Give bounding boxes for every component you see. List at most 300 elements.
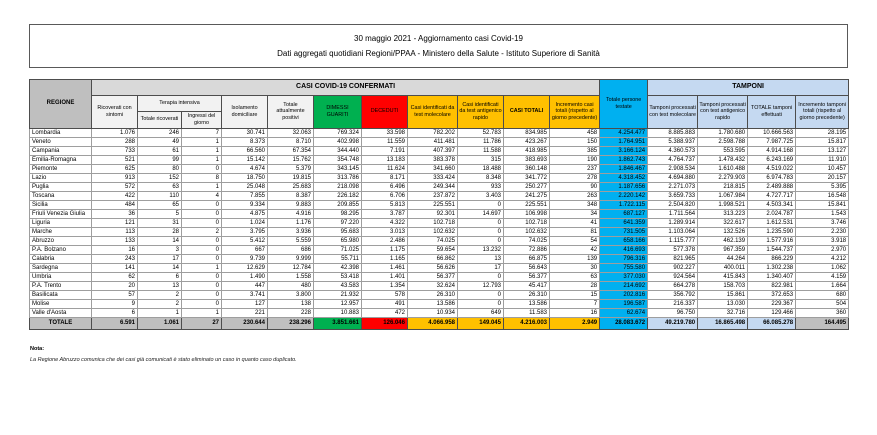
value-cell: 44.264: [698, 254, 748, 263]
value-cell: 415.843: [698, 272, 748, 281]
value-cell: 383.378: [408, 155, 458, 164]
value-cell: 96.750: [648, 308, 698, 317]
value-cell: 4.254.477: [600, 128, 648, 137]
value-cell: 66.085.278: [748, 317, 796, 329]
value-cell: 755.580: [600, 263, 648, 272]
value-cell: 13.586: [408, 299, 458, 308]
value-cell: 25.683: [268, 182, 314, 191]
value-cell: 462.139: [698, 236, 748, 245]
value-cell: 0: [182, 236, 222, 245]
value-cell: 12.793: [458, 281, 504, 290]
value-cell: 1.461: [362, 263, 408, 272]
value-cell: 56.643: [504, 263, 550, 272]
value-cell: 4.322: [362, 218, 408, 227]
value-cell: 733: [92, 146, 138, 155]
value-cell: 11.583: [504, 308, 550, 317]
value-cell: 90: [550, 182, 600, 191]
region-name: Veneto: [30, 137, 92, 146]
header-positivi: Totale attualmente positivi: [268, 96, 314, 129]
value-cell: 411.481: [408, 137, 458, 146]
value-cell: 16.865.498: [698, 317, 748, 329]
value-cell: 2.908.534: [648, 164, 698, 173]
value-cell: 98.295: [314, 209, 362, 218]
value-cell: 1.478.432: [698, 155, 748, 164]
value-cell: 42.398: [314, 263, 362, 272]
value-cell: 3.166.124: [600, 146, 648, 155]
value-cell: 0: [182, 299, 222, 308]
value-cell: 1.187.656: [600, 182, 648, 191]
value-cell: 11.786: [458, 137, 504, 146]
value-cell: 138: [268, 299, 314, 308]
header-casi-totali: CASI TOTALI: [504, 96, 550, 129]
value-cell: 20: [92, 281, 138, 290]
value-cell: 56.377: [408, 272, 458, 281]
value-cell: 1.577.916: [748, 236, 796, 245]
value-cell: 10.934: [408, 308, 458, 317]
value-cell: 407.397: [408, 146, 458, 155]
value-cell: 9.739: [222, 254, 268, 263]
value-cell: 102.632: [408, 227, 458, 236]
value-cell: 8.710: [268, 137, 314, 146]
value-cell: 2.271.073: [648, 182, 698, 191]
value-cell: 141: [92, 263, 138, 272]
value-cell: 214.692: [600, 281, 648, 290]
header-isolamento: Isolamento domiciliare: [222, 96, 268, 129]
header-incremento-tamponi: Incremento tamponi totali (rispetto al giorno precedente): [796, 96, 849, 129]
table-row: [30, 263, 849, 272]
value-cell: 4.914.168: [748, 146, 796, 155]
value-cell: 196.587: [600, 299, 648, 308]
value-cell: 572: [92, 182, 138, 191]
value-cell: 967.359: [698, 245, 748, 254]
value-cell: 344.440: [314, 146, 362, 155]
band-casi-confermati: CASI COVID-19 CONFERMATI: [92, 80, 600, 96]
value-cell: 9.334: [222, 200, 268, 209]
header-persone-testate: Totale persone testate: [600, 80, 648, 129]
title-box: [29, 24, 848, 68]
value-cell: 226.182: [314, 191, 362, 200]
value-cell: 423.267: [504, 137, 550, 146]
value-cell: 1.103.064: [648, 227, 698, 236]
totale-row: [30, 317, 849, 329]
value-cell: 4.727.717: [748, 191, 796, 200]
table-row: [30, 254, 849, 263]
value-cell: 4.764.737: [648, 155, 698, 164]
value-cell: 8.348: [458, 173, 504, 182]
value-cell: 649: [458, 308, 504, 317]
value-cell: 3.851.661: [314, 317, 362, 329]
region-name: Basilicata: [30, 290, 92, 299]
value-cell: 1.846.467: [600, 164, 648, 173]
value-cell: 34: [550, 209, 600, 218]
value-cell: 25.048: [222, 182, 268, 191]
value-cell: 3.659.733: [648, 191, 698, 200]
value-cell: 6.591: [92, 317, 138, 329]
value-cell: 0: [182, 245, 222, 254]
value-cell: 796.316: [600, 254, 648, 263]
value-cell: 237.872: [408, 191, 458, 200]
value-cell: 67.354: [268, 146, 314, 155]
value-cell: 360.148: [504, 164, 550, 173]
table-body: [30, 128, 849, 329]
band-tamponi: TAMPONI: [648, 80, 849, 96]
value-cell: 480: [268, 281, 314, 290]
value-cell: 14.697: [458, 209, 504, 218]
value-cell: 1.235.590: [748, 227, 796, 236]
value-cell: 6: [138, 272, 182, 281]
value-cell: 45.417: [504, 281, 550, 290]
value-cell: 230.644: [222, 317, 268, 329]
value-cell: 32.063: [268, 128, 314, 137]
region-name: Sardegna: [30, 263, 92, 272]
value-cell: 56.626: [408, 263, 458, 272]
table-row: [30, 182, 849, 191]
value-cell: 521: [92, 155, 138, 164]
value-cell: 216.337: [648, 299, 698, 308]
region-name: Lazio: [30, 173, 92, 182]
value-cell: 377.030: [600, 272, 648, 281]
value-cell: 74.025: [408, 236, 458, 245]
table-row: [30, 200, 849, 209]
value-cell: 28: [138, 227, 182, 236]
value-cell: 202.816: [600, 290, 648, 299]
value-cell: 72.886: [504, 245, 550, 254]
value-cell: 4.916: [268, 209, 314, 218]
value-cell: 1.862.743: [600, 155, 648, 164]
value-cell: 158.703: [698, 281, 748, 290]
value-cell: 288: [92, 137, 138, 146]
value-cell: 5.379: [268, 164, 314, 173]
value-cell: 834.985: [504, 128, 550, 137]
value-cell: 372.653: [748, 290, 796, 299]
value-cell: 0: [182, 272, 222, 281]
header-tamponi-antigenico: Tamponi processati con test antigenico rapido: [698, 96, 748, 129]
value-cell: 2.486: [362, 236, 408, 245]
value-cell: 26.310: [408, 290, 458, 299]
value-cell: 32.624: [408, 281, 458, 290]
value-cell: 18.488: [458, 164, 504, 173]
region-name: Umbria: [30, 272, 92, 281]
value-cell: 8.171: [362, 173, 408, 182]
value-cell: 782.202: [408, 128, 458, 137]
header-deceduti: DECEDUTI: [362, 96, 408, 129]
value-cell: 4.519.022: [748, 164, 796, 173]
value-cell: 383.693: [504, 155, 550, 164]
value-cell: 0: [182, 254, 222, 263]
value-cell: 577.378: [648, 245, 698, 254]
value-cell: 15.861: [698, 290, 748, 299]
value-cell: 139: [550, 254, 600, 263]
value-cell: 578: [362, 290, 408, 299]
value-cell: 62.674: [600, 308, 648, 317]
value-cell: 31: [138, 218, 182, 227]
value-cell: 0: [458, 200, 504, 209]
value-cell: 641.359: [600, 218, 648, 227]
value-cell: 822.981: [748, 281, 796, 290]
value-cell: 15.841: [796, 200, 849, 209]
value-cell: 5.395: [796, 182, 849, 191]
value-cell: 0: [458, 236, 504, 245]
value-cell: 56.377: [504, 272, 550, 281]
table-row: [30, 128, 849, 137]
value-cell: 3: [138, 245, 182, 254]
table-row: [30, 308, 849, 317]
value-cell: 20.157: [796, 173, 849, 182]
value-cell: 1: [182, 137, 222, 146]
value-cell: 313.786: [314, 173, 362, 182]
value-cell: 447: [222, 281, 268, 290]
value-cell: 62: [92, 272, 138, 281]
table-row: [30, 272, 849, 281]
value-cell: 121: [92, 218, 138, 227]
value-cell: 687.127: [600, 209, 648, 218]
value-cell: 1.558: [268, 272, 314, 281]
value-cell: 1.490: [222, 272, 268, 281]
value-cell: 866.229: [748, 254, 796, 263]
note-label: Nota:: [30, 346, 45, 352]
value-cell: 400.011: [698, 263, 748, 272]
value-cell: 1.711.564: [648, 209, 698, 218]
value-cell: 1.165: [362, 254, 408, 263]
value-cell: 7.855: [222, 191, 268, 200]
value-cell: 11.624: [362, 164, 408, 173]
table-row: [30, 218, 849, 227]
value-cell: 1.024: [222, 218, 268, 227]
value-cell: 2: [138, 290, 182, 299]
value-cell: 341.772: [504, 173, 550, 182]
value-cell: 5.388.937: [648, 137, 698, 146]
value-cell: 149.045: [458, 317, 504, 329]
value-cell: 0: [458, 290, 504, 299]
value-cell: 8: [182, 173, 222, 182]
value-cell: 491: [362, 299, 408, 308]
value-cell: 228: [268, 308, 314, 317]
value-cell: 5: [138, 209, 182, 218]
value-cell: 356.792: [648, 290, 698, 299]
value-cell: 2: [182, 227, 222, 236]
value-cell: 53.418: [314, 272, 362, 281]
value-cell: 16: [92, 245, 138, 254]
value-cell: 3.936: [268, 227, 314, 236]
value-cell: 237: [550, 164, 600, 173]
value-cell: 12.629: [222, 263, 268, 272]
value-cell: 4.674: [222, 164, 268, 173]
value-cell: 5.559: [268, 236, 314, 245]
value-cell: 225.551: [504, 200, 550, 209]
value-cell: 13: [138, 281, 182, 290]
value-cell: 1.302.238: [748, 263, 796, 272]
value-cell: 3.746: [796, 218, 849, 227]
value-cell: 278: [550, 173, 600, 182]
report-subtitle: Dati aggregati quotidiani Regioni/PPAA - Ministero della Salute - Istituto Superiore di Sanità: [277, 48, 600, 58]
region-name: Toscana: [30, 191, 92, 200]
table-row: [30, 191, 849, 200]
region-name: Calabria: [30, 254, 92, 263]
value-cell: 225.551: [408, 200, 458, 209]
value-cell: 7.191: [362, 146, 408, 155]
value-cell: 354.748: [314, 155, 362, 164]
value-cell: 1.061: [138, 317, 182, 329]
value-cell: 74.025: [504, 236, 550, 245]
value-cell: 1: [182, 308, 222, 317]
value-cell: 102.718: [408, 218, 458, 227]
region-name: Campania: [30, 146, 92, 155]
value-cell: 250.277: [504, 182, 550, 191]
region-name: Puglia: [30, 182, 92, 191]
value-cell: 9.883: [268, 200, 314, 209]
value-cell: 19.815: [268, 173, 314, 182]
value-cell: 686: [268, 245, 314, 254]
value-cell: 95.683: [314, 227, 362, 236]
value-cell: 402.998: [314, 137, 362, 146]
value-cell: 0: [458, 299, 504, 308]
value-cell: 71.025: [314, 245, 362, 254]
value-cell: 106.998: [504, 209, 550, 218]
value-cell: 472: [362, 308, 408, 317]
covid-data-table: [29, 79, 849, 330]
value-cell: 61: [138, 146, 182, 155]
value-cell: 422: [92, 191, 138, 200]
value-cell: 238.296: [268, 317, 314, 329]
value-cell: 667: [222, 245, 268, 254]
value-cell: 28: [550, 281, 600, 290]
value-cell: 246: [138, 128, 182, 137]
value-cell: 9: [92, 299, 138, 308]
value-cell: 97.220: [314, 218, 362, 227]
value-cell: 13.127: [796, 146, 849, 155]
value-cell: 333.424: [408, 173, 458, 182]
value-cell: 1: [182, 182, 222, 191]
value-cell: 133: [92, 236, 138, 245]
value-cell: 1.610.488: [698, 164, 748, 173]
value-cell: 126.046: [362, 317, 408, 329]
value-cell: 150: [550, 137, 600, 146]
value-cell: 1.544.737: [748, 245, 796, 254]
value-cell: 1.175: [362, 245, 408, 254]
value-cell: 13: [458, 254, 504, 263]
value-cell: 1: [138, 308, 182, 317]
value-cell: 218.815: [698, 182, 748, 191]
value-cell: 66.875: [504, 254, 550, 263]
value-cell: 14: [138, 236, 182, 245]
value-cell: 4.503.341: [748, 200, 796, 209]
value-cell: 6.706: [362, 191, 408, 200]
header-regione: REGIONE: [30, 80, 92, 129]
value-cell: 65.980: [314, 236, 362, 245]
value-cell: 229.367: [748, 299, 796, 308]
value-cell: 80: [138, 164, 182, 173]
value-cell: 6.243.169: [748, 155, 796, 164]
value-cell: 1.115.777: [648, 236, 698, 245]
value-cell: 0: [458, 218, 504, 227]
value-cell: 66.862: [408, 254, 458, 263]
value-cell: 63: [138, 182, 182, 191]
value-cell: 664.278: [648, 281, 698, 290]
value-cell: 15: [550, 290, 600, 299]
value-cell: 1.998.521: [698, 200, 748, 209]
totale-label: TOTALE: [30, 317, 92, 329]
table-row: [30, 164, 849, 173]
value-cell: 2.230: [796, 227, 849, 236]
table-row: [30, 209, 849, 218]
value-cell: 11.910: [796, 155, 849, 164]
value-cell: 1.612.531: [748, 218, 796, 227]
value-cell: 1.176: [268, 218, 314, 227]
value-cell: 54: [550, 236, 600, 245]
table-row: [30, 299, 849, 308]
value-cell: 0: [182, 290, 222, 299]
value-cell: 4.875: [222, 209, 268, 218]
value-cell: 7: [550, 299, 600, 308]
header-ti-ingressi: Ingressi del giorno: [182, 112, 222, 129]
header-ricoverati: Ricoverati con sintomi: [92, 96, 138, 129]
value-cell: 1.780.680: [698, 128, 748, 137]
header-incremento-casi: Incremento casi totali (rispetto al giorno precedente): [550, 96, 600, 129]
value-cell: 17: [138, 254, 182, 263]
value-cell: 113: [92, 227, 138, 236]
table-row: [30, 137, 849, 146]
value-cell: 12.784: [268, 263, 314, 272]
region-name: Piemonte: [30, 164, 92, 173]
value-cell: 1.664: [796, 281, 849, 290]
value-cell: 1: [182, 155, 222, 164]
value-cell: 32.716: [698, 308, 748, 317]
region-name: Valle d'Aosta: [30, 308, 92, 317]
value-cell: 30.741: [222, 128, 268, 137]
value-cell: 8.387: [268, 191, 314, 200]
value-cell: 313.223: [698, 209, 748, 218]
value-cell: 4.212: [796, 254, 849, 263]
region-name: Emilia-Romagna: [30, 155, 92, 164]
value-cell: 10.883: [314, 308, 362, 317]
value-cell: 416.693: [600, 245, 648, 254]
value-cell: 5.813: [362, 200, 408, 209]
value-cell: 21.932: [314, 290, 362, 299]
value-cell: 1.722.115: [600, 200, 648, 209]
value-cell: 3.741: [222, 290, 268, 299]
value-cell: 11.588: [458, 146, 504, 155]
value-cell: 30: [550, 263, 600, 272]
value-cell: 15.762: [268, 155, 314, 164]
value-cell: 360: [796, 308, 849, 317]
value-cell: 13.586: [504, 299, 550, 308]
value-cell: 2.970: [796, 245, 849, 254]
table-row: [30, 290, 849, 299]
value-cell: 4.694.880: [648, 173, 698, 182]
value-cell: 7: [182, 128, 222, 137]
value-cell: 504: [796, 299, 849, 308]
value-cell: 3.787: [362, 209, 408, 218]
region-name: Liguria: [30, 218, 92, 227]
value-cell: 152: [138, 173, 182, 182]
value-cell: 16.548: [796, 191, 849, 200]
value-cell: 209.855: [314, 200, 362, 209]
value-cell: 28.083.672: [600, 317, 648, 329]
report-title: 30 maggio 2021 - Aggiornamento casi Covid-19: [354, 33, 523, 43]
value-cell: 1.401: [362, 272, 408, 281]
value-cell: 28.195: [796, 128, 849, 137]
value-cell: 2.504.820: [648, 200, 698, 209]
header-tamponi-molecolare: Tamponi processati con test molecolare: [648, 96, 698, 129]
value-cell: 484: [92, 200, 138, 209]
value-cell: 1.543: [796, 209, 849, 218]
value-cell: 1: [182, 263, 222, 272]
value-cell: 36: [92, 209, 138, 218]
value-cell: 821.965: [648, 254, 698, 263]
value-cell: 3.403: [458, 191, 504, 200]
value-cell: 243: [92, 254, 138, 263]
value-cell: 5.412: [222, 236, 268, 245]
